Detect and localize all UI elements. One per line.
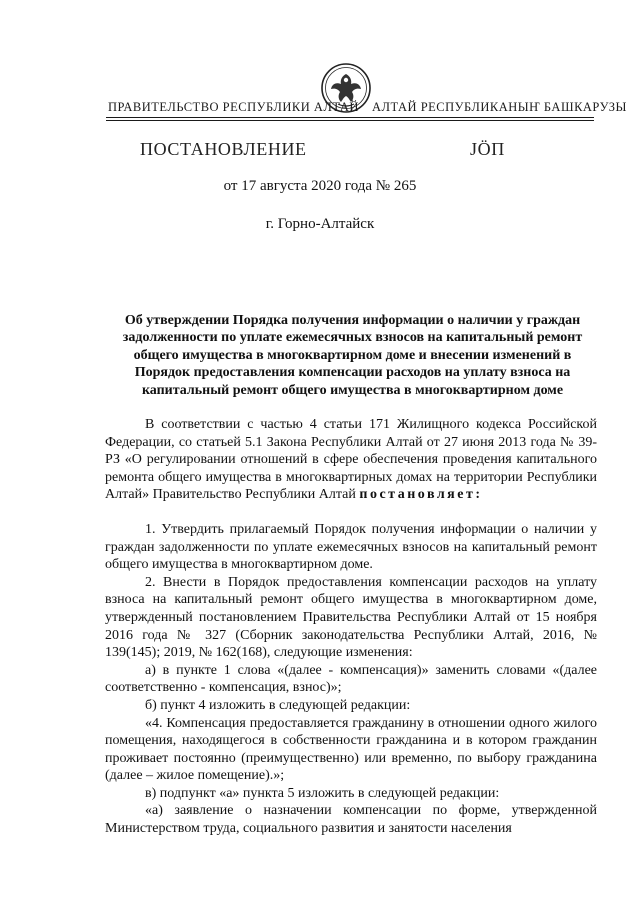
body-paragraph: б) пункт 4 изложить в следующей редакции:: [145, 697, 411, 713]
government-name-altai: АЛТАЙ РЕСПУБЛИКАНЫҤ БАШКАРУЗЫ: [372, 100, 627, 114]
header-divider-thin: [106, 120, 594, 121]
decree-word: постановляет:: [359, 487, 483, 503]
preamble-paragraph: [105, 416, 597, 504]
body-paragraph: «а) заявление о назначении компенсации по форме, утвержденной Министерством труда, социального развития и занятости населения: [105, 803, 597, 837]
body-paragraph: в) подпункт «а» пункта 5 изложить в следующей редакции:: [145, 785, 500, 801]
document-body: [105, 416, 597, 838]
document-type-russian: ПОСТАНОВЛЕНИЕ: [140, 139, 307, 159]
document-date-number: от 17 августа 2020 года № 265: [223, 178, 417, 194]
header-divider: [106, 117, 594, 118]
body-paragraph: 2. Внести в Порядок предоставления компенсации расходов на уплату взноса на капитальный ремонт общего имущества в многоквартирном доме, утвержденный постановлением Правительства Республики Алтай от 15 ноября 2016 года № 327 (Сборник законодательства Республики Алтай, 2016, № 139(145); 2019, № 162(168), следующие изменения:: [105, 574, 597, 661]
body-paragraph: а) в пункте 1 слова «(далее - компенсация)» заменить словами «(далее соответственно - компенсация, взнос)»;: [105, 662, 597, 696]
body-paragraph: 1. Утвердить прилагаемый Порядок получения информации о наличии у граждан задолженности по уплате ежемесячных взносов на капитальный ремонт общего имущества в многоквартирном доме.: [105, 521, 597, 573]
government-name-russian: ПРАВИТЕЛЬСТВО РЕСПУБЛИКИ АЛТАЙ: [108, 100, 359, 114]
document-city: г. Горно-Алтайск: [265, 216, 375, 232]
document-title: Об утверждении Порядка получения информации о наличии у граждан задолженности по уплате ежемесячных взносов на капитальный ремонт общего имущества в многоквартирном доме и внесении изменений в Порядок предоставления компенсации расходов на уплату взноса на капитальный ремонт общего имущества в многоквартирном доме: [122, 313, 583, 398]
document-type-altai: ЈÖП: [470, 139, 505, 159]
body-paragraph: «4. Компенсация предоставляется гражданину в отношении одного жилого помещения, находящегося в собственности гражданина и в котором гражданин проживает постоянно (преимущественно) или временно, по выбору гражданина (далее – жилое помещение).»;: [105, 715, 597, 784]
preamble-text: В соответствии с частью 4 статьи 171 Жилищного кодекса Российской Федерации, со статьей 5.1 Закона Республики Алтай от 27 июня 2013 года № 39-РЗ «О регулировании отношений в сфере обеспечения проведения капитального ремонта общего имущества в многоквартирных домах на территории Республики Алтай» Правительство Республики Алтай: [105, 417, 597, 503]
